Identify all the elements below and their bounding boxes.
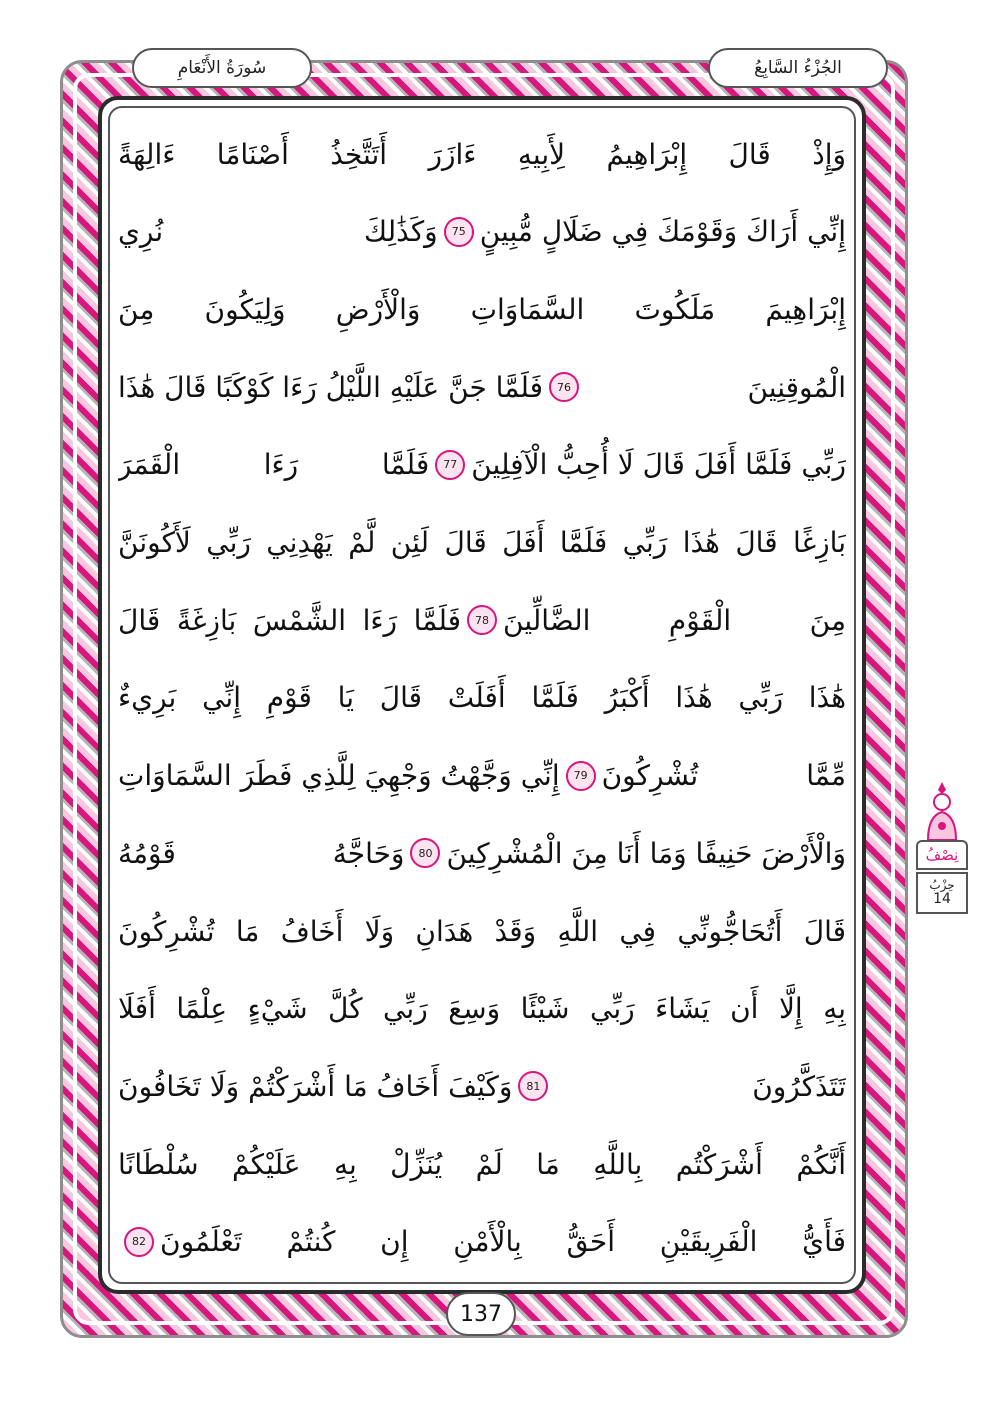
ayah-number-marker: 81 [518,1071,548,1101]
verse-text-after-marker: وَكَيْفَ أَخَافُ مَا أَشْرَكْتُمْ وَلَا تَخَافُونَ [118,1069,513,1103]
verse-text-after-marker: فَلَمَّا رَءَا الْقَمَرَ [118,448,430,482]
verse-text: مِنَ الْقَوْمِ الضَّالِّينَ [503,603,846,637]
verse-text: مِّمَّا تُشْرِكُونَ [601,759,846,793]
verse-text-after-marker: وَحَاجَّهُ قَوْمُهُ [118,836,405,870]
verse-text: إِنِّي أَرَاكَ وَقَوْمَكَ فِي ضَلَالٍ مُّبِينٍ [479,215,846,249]
verse-text: بِهِ إِلَّا أَن يَشَاءَ رَبِّي شَيْئًا وَسِعَ رَبِّي كُلَّ شَيْءٍ عِلْمًا أَفَلَا [118,992,846,1026]
verse-line [118,1128,846,1200]
ayah-number-marker: 77 [435,450,465,480]
verse-text-after-marker: إِنِّي وَجَّهْتُ وَجْهِيَ لِلَّذِي فَطَرَ السَّمَاوَاتِ [118,759,560,793]
verse-line [118,1206,846,1278]
hizb-number: 14 [933,890,951,907]
verse-text: قَالَ أَتُحَاجُّونِّي فِي اللَّهِ وَقَدْ هَدَانِ وَلَا أَخَافُ مَا تُشْرِكُونَ [118,914,846,948]
verse-text: فَأَيُّ الْفَرِيقَيْنِ أَحَقُّ بِالْأَمْنِ إِن كُنتُمْ تَعْلَمُونَ [160,1225,846,1259]
verse-text-after-marker: فَلَمَّا جَنَّ عَلَيْهِ اللَّيْلُ رَءَا كَوْكَبًا قَالَ هَٰذَا [118,370,544,404]
hizb-ornament-icon [922,780,962,840]
ayah-number-marker: 80 [410,838,440,868]
verse-line [118,584,846,656]
verse-line [118,273,846,345]
ayah-number-marker: 75 [444,217,474,247]
verse-line [118,196,846,268]
verse-line [118,351,846,423]
verse-line [118,973,846,1045]
verse-line [118,118,846,190]
hizb-half-label: نِصْفُ [916,840,968,870]
verse-text: وَإِذْ قَالَ إِبْرَاهِيمُ لِأَبِيهِ ءَازَرَ أَتَتَّخِذُ أَصْنَامًا ءَالِهَةً [118,137,846,171]
verse-line [118,429,846,501]
verse-text: أَنَّكُمْ أَشْرَكْتُم بِاللَّهِ مَا لَمْ يُنَزِّلْ بِهِ عَلَيْكُمْ سُلْطَانًا [118,1147,846,1181]
verse-line [118,662,846,734]
ayah-number-marker: 78 [467,605,497,635]
verse-line [118,817,846,889]
hizb-box [916,872,968,914]
ayah-number-marker: 82 [124,1227,154,1257]
verse-text: بَازِغًا قَالَ هَٰذَا رَبِّي فَلَمَّا أَفَلَ قَالَ لَئِن لَّمْ يَهْدِنِي رَبِّي لَأَكُونَنَّ [118,526,846,560]
hizb-label: حِزْبُ [929,877,955,892]
ayah-number-marker: 79 [566,761,596,791]
verse-text-after-marker: وَكَذَٰلِكَ نُرِي [118,215,438,249]
verse-text: رَبِّي فَلَمَّا أَفَلَ قَالَ لَا أُحِبُّ الْآفِلِينَ [471,448,846,482]
page-number: 137 [446,1292,516,1336]
verse-text: هَٰذَا رَبِّي هَٰذَا أَكْبَرُ فَلَمَّا أَفَلَتْ قَالَ يَا قَوْمِ إِنِّي بَرِيءٌ [118,681,846,715]
ayah-number-marker: 76 [549,372,579,402]
verse-text: إِبْرَاهِيمَ مَلَكُوتَ السَّمَاوَاتِ وَالْأَرْضِ وَلِيَكُونَ مِنَ [118,292,846,326]
juz-title: الجُزْءُ السَّابِعُ [708,48,888,88]
verse-text: وَالْأَرْضَ حَنِيفًا وَمَا أَنَا مِنَ الْمُشْرِكِينَ [446,836,846,870]
verse-text: تَتَذَكَّرُونَ [752,1069,846,1103]
verse-line [118,507,846,579]
surah-title: سُورَةُ الأَنْعَامِ [132,48,312,88]
verse-text-after-marker: فَلَمَّا رَءَا الشَّمْسَ بَازِغَةً قَالَ [118,603,461,637]
hizb-marker [916,780,968,915]
verse-lines [118,118,846,1278]
verse-text: الْمُوقِنِينَ [747,370,846,404]
verse-line [118,895,846,967]
verse-line [118,1050,846,1122]
verse-line [118,740,846,812]
